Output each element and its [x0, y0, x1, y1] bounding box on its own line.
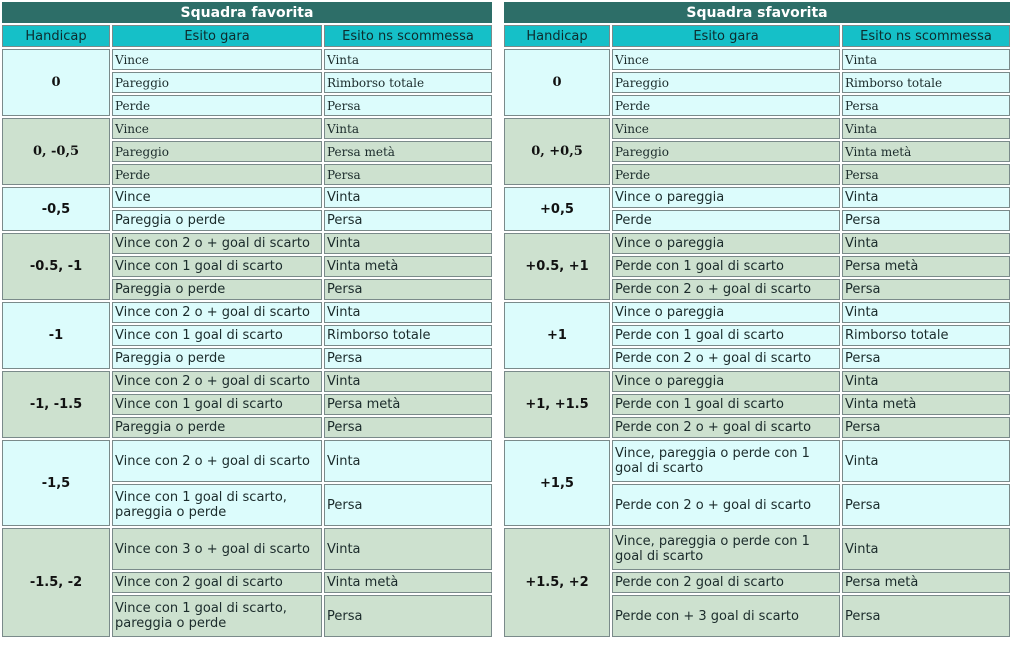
table-row — [2, 440, 492, 482]
bet-outcome-cell: Persa — [842, 95, 1010, 116]
table-row — [504, 187, 1010, 208]
handicap-cell: +1 — [504, 302, 610, 369]
bet-outcome-cell: Persa metà — [324, 141, 492, 162]
match-outcome-cell: Perde con + 3 goal di scarto — [612, 595, 840, 637]
handicap-cell: +0.5, +1 — [504, 233, 610, 300]
handicap-cell: -0.5, -1 — [2, 233, 110, 300]
match-outcome-cell: Vince — [112, 49, 322, 70]
header-handicap: Handicap — [2, 25, 110, 47]
handicap-cell: 0 — [2, 49, 110, 116]
handicap-cell: 0, -0,5 — [2, 118, 110, 185]
bet-outcome-cell: Vinta — [842, 49, 1010, 70]
bet-outcome-cell: Vinta metà — [842, 141, 1010, 162]
handicap-cell: -1,5 — [2, 440, 110, 526]
match-outcome-cell: Vince, pareggia o perde con 1 goal di scarto — [612, 440, 840, 482]
match-outcome-cell: Perde con 1 goal di scarto — [612, 394, 840, 415]
header-esito-scommessa: Esito ns scommessa — [842, 25, 1010, 47]
match-outcome-cell: Pareggia o perde — [112, 348, 322, 369]
bet-outcome-cell: Rimborso totale — [842, 72, 1010, 93]
bet-outcome-cell: Persa — [324, 210, 492, 231]
header-esito-gara: Esito gara — [612, 25, 840, 47]
table-row — [2, 49, 492, 70]
table-row — [2, 302, 492, 323]
bet-outcome-cell: Persa — [324, 279, 492, 300]
bet-outcome-cell: Vinta — [842, 233, 1010, 254]
table-title-row — [504, 2, 1010, 23]
bet-outcome-cell: Vinta — [324, 118, 492, 139]
table-row — [504, 440, 1010, 482]
match-outcome-cell: Vince con 2 o + goal di scarto — [112, 233, 322, 254]
match-outcome-cell: Vince con 2 o + goal di scarto — [112, 440, 322, 482]
match-outcome-cell: Vince o pareggia — [612, 187, 840, 208]
underdog-team-table — [502, 0, 1012, 639]
table-title: Squadra favorita — [2, 2, 492, 23]
bet-outcome-cell: Vinta metà — [842, 394, 1010, 415]
match-outcome-cell: Vince, pareggia o perde con 1 goal di scarto — [612, 528, 840, 570]
match-outcome-cell: Pareggio — [112, 72, 322, 93]
match-outcome-cell: Perde — [612, 164, 840, 185]
table-row — [504, 233, 1010, 254]
match-outcome-cell: Vince con 3 o + goal di scarto — [112, 528, 322, 570]
table-title-row — [2, 2, 492, 23]
match-outcome-cell: Perde con 1 goal di scarto — [612, 325, 840, 346]
table-row — [504, 371, 1010, 392]
bet-outcome-cell: Persa metà — [324, 394, 492, 415]
match-outcome-cell: Vince — [612, 118, 840, 139]
bet-outcome-cell: Vinta — [324, 302, 492, 323]
match-outcome-cell: Perde — [612, 95, 840, 116]
table-row — [2, 118, 492, 139]
bet-outcome-cell: Vinta — [842, 371, 1010, 392]
bet-outcome-cell: Vinta — [842, 302, 1010, 323]
match-outcome-cell: Perde — [112, 164, 322, 185]
table-row — [2, 233, 492, 254]
bet-outcome-cell: Vinta — [842, 118, 1010, 139]
favorite-team-panel — [0, 0, 502, 667]
match-outcome-cell: Pareggia o perde — [112, 210, 322, 231]
header-handicap: Handicap — [504, 25, 610, 47]
handicap-cell: +1, +1.5 — [504, 371, 610, 438]
table-row — [2, 371, 492, 392]
favorite-team-table — [0, 0, 494, 639]
match-outcome-cell: Vince o pareggia — [612, 233, 840, 254]
match-outcome-cell: Vince — [612, 49, 840, 70]
match-outcome-cell: Perde con 2 o + goal di scarto — [612, 417, 840, 438]
bet-outcome-cell: Persa — [324, 95, 492, 116]
header-esito-gara: Esito gara — [112, 25, 322, 47]
match-outcome-cell: Vince o pareggia — [612, 371, 840, 392]
match-outcome-cell: Pareggio — [612, 141, 840, 162]
bet-outcome-cell: Rimborso totale — [842, 325, 1010, 346]
match-outcome-cell: Vince con 2 goal di scarto — [112, 572, 322, 593]
match-outcome-cell: Perde con 2 o + goal di scarto — [612, 484, 840, 526]
bet-outcome-cell: Rimborso totale — [324, 72, 492, 93]
bet-outcome-cell: Vinta — [324, 233, 492, 254]
table-row — [504, 118, 1010, 139]
bet-outcome-cell: Vinta — [324, 440, 492, 482]
bet-outcome-cell: Persa — [324, 595, 492, 637]
match-outcome-cell: Perde con 2 o + goal di scarto — [612, 279, 840, 300]
bet-outcome-cell: Vinta metà — [324, 572, 492, 593]
handicap-cell: -1 — [2, 302, 110, 369]
handicap-cell: -1.5, -2 — [2, 528, 110, 637]
match-outcome-cell: Vince con 1 goal di scarto — [112, 325, 322, 346]
bet-outcome-cell: Persa — [842, 164, 1010, 185]
match-outcome-cell: Vince — [112, 187, 322, 208]
match-outcome-cell: Perde — [112, 95, 322, 116]
match-outcome-cell: Vince con 1 goal di scarto, pareggia o perde — [112, 595, 322, 637]
match-outcome-cell: Vince o pareggia — [612, 302, 840, 323]
column-header-row — [504, 25, 1010, 47]
match-outcome-cell: Vince con 1 goal di scarto, pareggia o perde — [112, 484, 322, 526]
handicap-cell: 0, +0,5 — [504, 118, 610, 185]
match-outcome-cell: Perde con 1 goal di scarto — [612, 256, 840, 277]
match-outcome-cell: Perde — [612, 210, 840, 231]
table-row — [504, 49, 1010, 70]
bet-outcome-cell: Persa metà — [842, 572, 1010, 593]
match-outcome-cell: Vince con 1 goal di scarto — [112, 256, 322, 277]
match-outcome-cell: Pareggia o perde — [112, 279, 322, 300]
bet-outcome-cell: Persa — [842, 595, 1010, 637]
handicap-cell: +1.5, +2 — [504, 528, 610, 637]
bet-outcome-cell: Vinta metà — [324, 256, 492, 277]
handicap-cell: +0,5 — [504, 187, 610, 231]
match-outcome-cell: Pareggia o perde — [112, 417, 322, 438]
handicap-cell: 0 — [504, 49, 610, 116]
bet-outcome-cell: Vinta — [324, 371, 492, 392]
bet-outcome-cell: Persa — [842, 348, 1010, 369]
bet-outcome-cell: Vinta — [842, 187, 1010, 208]
bet-outcome-cell: Vinta — [324, 528, 492, 570]
table-title: Squadra sfavorita — [504, 2, 1010, 23]
table-row — [504, 302, 1010, 323]
bet-outcome-cell: Persa — [842, 210, 1010, 231]
bet-outcome-cell: Vinta — [324, 187, 492, 208]
match-outcome-cell: Perde con 2 goal di scarto — [612, 572, 840, 593]
underdog-team-panel — [502, 0, 1024, 667]
bet-outcome-cell: Vinta — [842, 440, 1010, 482]
match-outcome-cell: Pareggio — [612, 72, 840, 93]
handicap-cell: -1, -1.5 — [2, 371, 110, 438]
header-esito-scommessa: Esito ns scommessa — [324, 25, 492, 47]
bet-outcome-cell: Persa — [842, 279, 1010, 300]
match-outcome-cell: Vince — [112, 118, 322, 139]
match-outcome-cell: Vince con 2 o + goal di scarto — [112, 371, 322, 392]
bet-outcome-cell: Persa — [324, 417, 492, 438]
bet-outcome-cell: Persa — [842, 417, 1010, 438]
bet-outcome-cell: Persa — [324, 484, 492, 526]
table-row — [2, 528, 492, 570]
table-row — [504, 528, 1010, 570]
table-row — [2, 187, 492, 208]
bet-outcome-cell: Vinta — [324, 49, 492, 70]
column-header-row — [2, 25, 492, 47]
bet-outcome-cell: Persa — [842, 484, 1010, 526]
match-outcome-cell: Pareggio — [112, 141, 322, 162]
bet-outcome-cell: Persa metà — [842, 256, 1010, 277]
handicap-cell: +1,5 — [504, 440, 610, 526]
match-outcome-cell: Perde con 2 o + goal di scarto — [612, 348, 840, 369]
match-outcome-cell: Vince con 1 goal di scarto — [112, 394, 322, 415]
bet-outcome-cell: Rimborso totale — [324, 325, 492, 346]
bet-outcome-cell: Persa — [324, 348, 492, 369]
handicap-cell: -0,5 — [2, 187, 110, 231]
bet-outcome-cell: Vinta — [842, 528, 1010, 570]
match-outcome-cell: Vince con 2 o + goal di scarto — [112, 302, 322, 323]
bet-outcome-cell: Persa — [324, 164, 492, 185]
